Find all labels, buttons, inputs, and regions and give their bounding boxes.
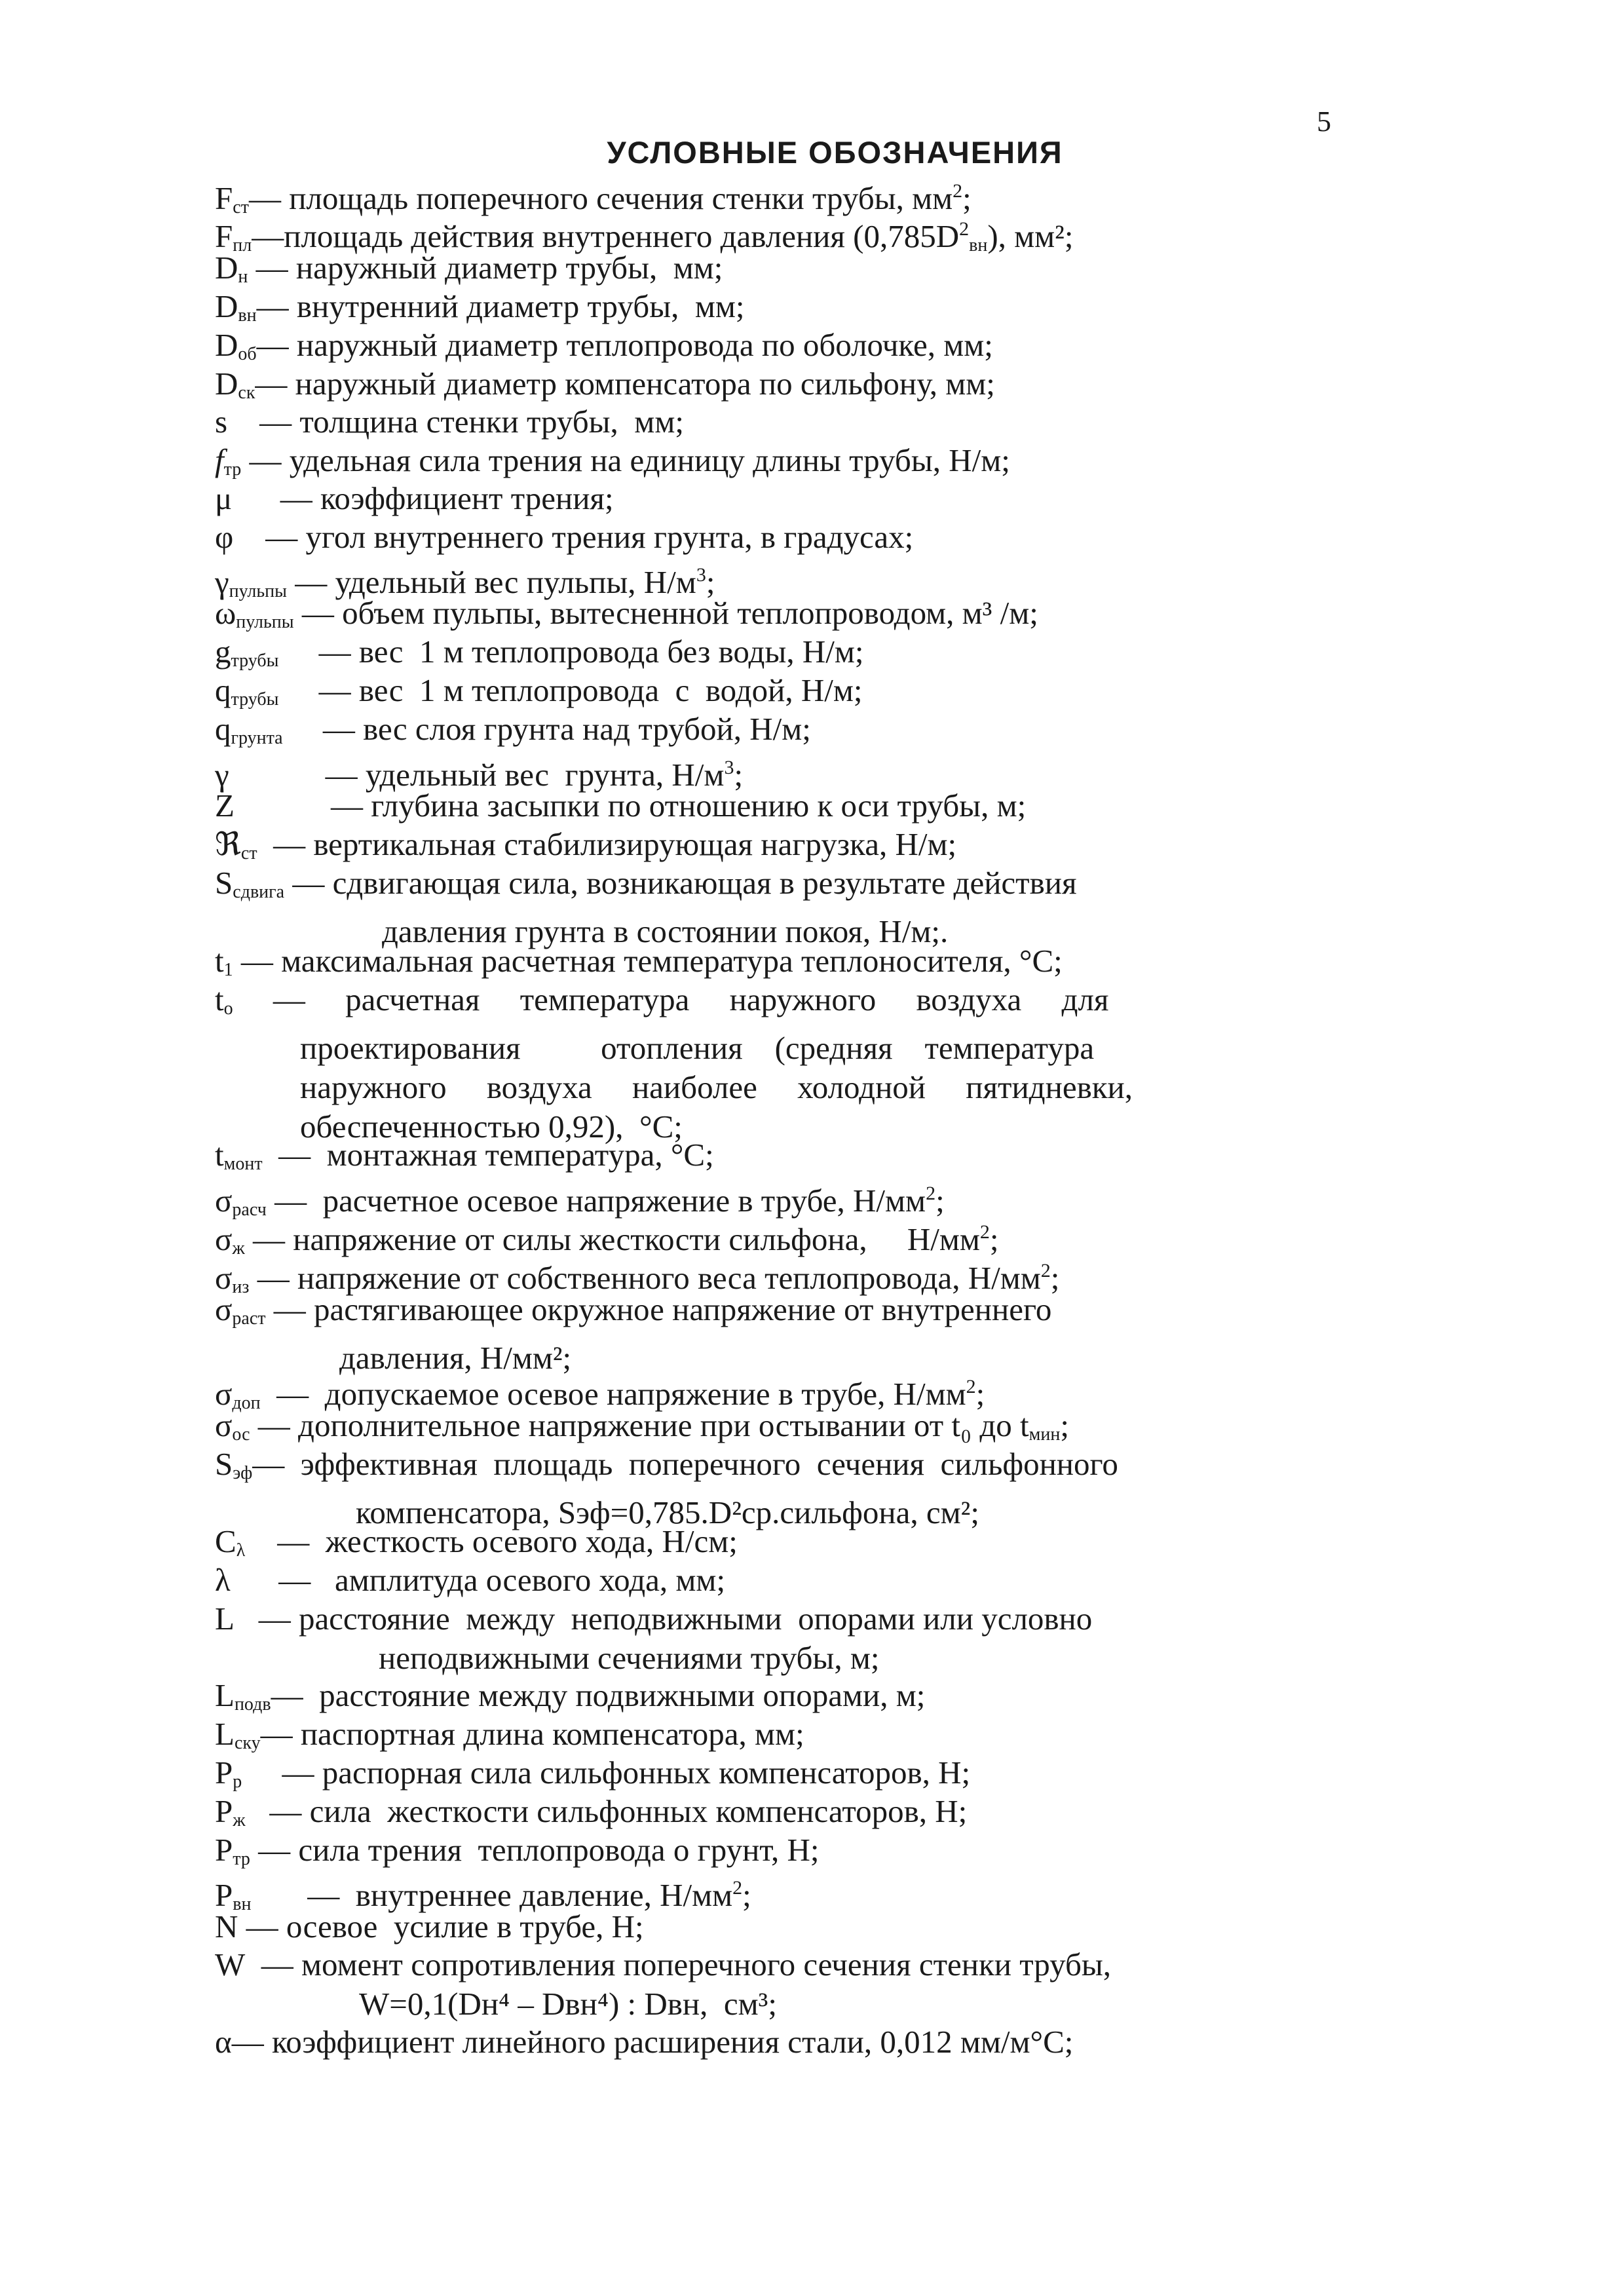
line-ending: ; — [989, 1221, 999, 1257]
line-ending: ; — [742, 1877, 751, 1913]
symbol-subscript: ст — [233, 197, 249, 218]
page-number: 5 — [1317, 105, 1331, 138]
symbol-description: сдвигающая сила, возникающая в результате действия — [332, 865, 1077, 901]
symbol: q — [215, 672, 231, 708]
symbol-description: площадь действия внутреннего давления (0,785D — [284, 218, 960, 254]
entry-continuation: неподвижными сечениями трубы, м; — [379, 1640, 880, 1676]
symbol-subscript: р — [233, 1772, 242, 1792]
line-ending: ; — [1060, 1407, 1069, 1443]
symbol: D — [215, 288, 238, 324]
symbol-subscript: н — [238, 267, 248, 287]
line-ending: ; — [962, 180, 972, 216]
dash-separator: — — [250, 1407, 299, 1443]
entry-line — [215, 1290, 1348, 1338]
dash-separator: — — [293, 595, 343, 631]
symbol: N — [215, 1908, 238, 1944]
entry-line — [215, 1445, 1348, 1493]
symbol-description: сила трения теплопровода о грунт, Н; — [298, 1832, 820, 1868]
symbol-subscript: вн — [238, 305, 257, 326]
symbol-entry — [215, 863, 1348, 951]
entry-continuation: давления грунта в состоянии покоя, Н/м;. — [382, 913, 949, 949]
symbol-description: глубина засыпки по отношению к оси трубы, м; — [371, 787, 1027, 824]
symbol: D — [215, 366, 238, 402]
superscript: 2 — [732, 1877, 743, 1899]
dash-separator: — — [233, 519, 306, 555]
subscript: мин — [1029, 1424, 1061, 1445]
symbol: γ — [215, 564, 229, 600]
symbol: W — [215, 1946, 246, 1982]
symbol-subscript: из — [232, 1277, 250, 1297]
symbol-description: удельная сила трения на единицу длины трубы, Н/м; — [289, 442, 1010, 478]
symbol-subscript: подв — [234, 1694, 271, 1715]
dash-separator: — — [278, 672, 359, 708]
symbol: L — [215, 1677, 235, 1713]
symbol: P — [215, 1754, 233, 1791]
dash-separator: — — [271, 1677, 320, 1713]
entry-line — [215, 786, 1348, 825]
entry-line — [215, 1945, 1348, 1984]
symbol-description: вертикальная стабилизирующая нагрузка, Н/м; — [313, 826, 957, 862]
entry-continuation: W=0,1(Dн⁴ – Dвн⁴) : Dвн, см³; — [359, 1986, 777, 2022]
superscript: 2 — [966, 1376, 976, 1397]
symbol-entry — [215, 479, 1348, 518]
symbol-subscript: об — [238, 344, 257, 364]
entry-line — [215, 518, 1348, 557]
dash-separator: — — [233, 943, 282, 979]
line-ending: ; — [1050, 1260, 1060, 1296]
entry-line — [215, 2022, 1348, 2062]
symbol: S — [215, 1446, 233, 1482]
line-ending: ; — [734, 757, 744, 793]
symbol-description: расстояние между подвижными опорами, м; — [319, 1677, 926, 1713]
symbol-description: наружный диаметр компенсатора по сильфону, мм; — [295, 366, 995, 402]
line-ending: ), мм²; — [987, 218, 1074, 254]
symbol-subscript: ж — [232, 1238, 245, 1259]
entry-line — [215, 980, 1348, 1029]
symbol-subscript: пл — [233, 235, 252, 256]
dash-separator: — — [260, 1716, 301, 1752]
superscript: 3 — [724, 757, 734, 778]
symbol-subscript: тр — [223, 459, 242, 480]
symbol-entry — [215, 2022, 1348, 2062]
symbol-description: амплитуда осевого хода, мм; — [335, 1562, 726, 1598]
symbol-entry — [215, 1599, 1348, 1678]
symbol: Z — [215, 787, 235, 824]
symbol-description: наружный диаметр теплопровода по оболочке, мм; — [296, 327, 993, 363]
symbol-subscript: 1 — [223, 960, 233, 980]
symbol-subscript: грунта — [231, 728, 283, 748]
superscript: 2 — [959, 218, 970, 240]
symbol-description: растягивающее окружное напряжение от внутреннего — [314, 1291, 1052, 1327]
entry-continuation: проектирования отопления (средняя температура — [300, 1030, 1095, 1066]
dash-separator: — — [244, 1221, 293, 1257]
entry-line — [215, 863, 1348, 912]
symbol-description: расчетная температура наружного воздуха для — [345, 981, 1109, 1017]
entry-line — [215, 1599, 1348, 1639]
symbol-entry — [215, 1945, 1348, 2024]
symbol-subscript: монт — [223, 1154, 263, 1174]
symbol-description: внутренний диаметр трубы, мм; — [296, 288, 745, 324]
symbol: q — [215, 711, 231, 747]
symbol-description: момент сопротивления поперечного сечения стенки трубы, — [301, 1946, 1112, 1982]
entry-continuation: давления, Н/мм²; — [339, 1340, 572, 1376]
symbol: σ — [215, 1291, 233, 1327]
symbol-description: монтажная температура, °С; — [326, 1137, 714, 1173]
symbol: S — [215, 865, 233, 901]
symbol-description: эффективная площадь поперечного сечения сильфонного — [300, 1446, 1118, 1482]
symbol: σ — [215, 1376, 233, 1412]
symbol-subscript: о — [223, 998, 233, 1019]
symbol-description: расчетное осевое напряжение в трубе, Н/мм — [322, 1183, 926, 1219]
symbol-description: осевое усилие в трубе, Н; — [286, 1908, 644, 1944]
entry-line — [215, 1561, 1348, 1600]
dash-separator: — — [256, 288, 297, 324]
symbol: t — [215, 981, 224, 1017]
symbol-description: удельный вес пульпы, Н/м — [335, 564, 696, 600]
symbol-subscript: ос — [232, 1424, 250, 1445]
symbol-subscript: эф — [233, 1463, 253, 1483]
symbol-entry — [215, 1445, 1348, 1532]
dash-separator: — — [284, 865, 333, 901]
line-ending: ; — [935, 1183, 945, 1219]
symbol-description: угол внутреннего трения грунта, в градусах; — [305, 519, 914, 555]
symbol-description: вес 1 м теплопровода с водой, Н/м; — [358, 672, 863, 708]
line-ending: ; — [706, 564, 715, 600]
dash-separator: — — [230, 1562, 335, 1598]
symbol-entry — [215, 1561, 1348, 1600]
symbol-entry — [215, 402, 1348, 442]
symbol-description: напряжение от силы жесткости сильфона, Н/мм — [293, 1221, 980, 1257]
symbol: C — [215, 1523, 236, 1559]
symbol-description: коэффициент линейного расширения стали, 0,012 мм/м°С; — [271, 2024, 1074, 2060]
symbol: P — [215, 1832, 233, 1868]
symbol-description: вес слоя грунта над трубой, Н/м; — [363, 711, 811, 747]
dash-separator: — — [245, 1946, 301, 1982]
superscript: 3 — [696, 564, 706, 586]
symbol-subscript: λ — [236, 1540, 246, 1561]
symbol: P — [215, 1793, 233, 1829]
dash-separator: — — [257, 826, 314, 862]
symbol-description: паспортная длина компенсатора, мм; — [300, 1716, 804, 1752]
dash-separator: — — [252, 1446, 301, 1482]
symbol-description: толщина стенки трубы, мм; — [299, 404, 684, 440]
entry-continuation: наружного воздуха наиболее холодной пятидневки, — [300, 1069, 1133, 1105]
symbol: ℜ — [215, 826, 241, 862]
symbol: F — [215, 218, 233, 254]
dash-separator: — — [251, 1877, 356, 1913]
symbol: μ — [215, 480, 233, 516]
entry-continuation: обеспеченностью 0,92), °С; — [300, 1109, 683, 1145]
symbol-subscript: сдвига — [233, 882, 285, 902]
symbol: L — [215, 1716, 235, 1752]
symbol-entry — [215, 1907, 1348, 1946]
symbol: α — [215, 2024, 232, 2060]
symbol: φ — [215, 519, 234, 555]
superscript: 2 — [979, 1221, 990, 1243]
symbol: D — [215, 250, 238, 286]
dash-separator: — — [286, 564, 335, 600]
symbol-subscript: ст — [240, 843, 257, 863]
dash-separator: — — [238, 1908, 286, 1944]
symbol: f — [215, 442, 224, 478]
dash-separator: — — [255, 366, 295, 402]
symbol-description: площадь поперечного сечения стенки трубы, мм — [289, 180, 953, 216]
dash-separator: — — [231, 2024, 272, 2060]
dash-separator: — — [245, 1523, 326, 1559]
dash-separator: — — [234, 787, 371, 824]
dash-separator: — — [265, 1291, 314, 1327]
symbol: s — [215, 404, 228, 440]
subscript: вн — [969, 235, 988, 256]
superscript: 2 — [953, 180, 963, 202]
symbol: ω — [215, 595, 236, 631]
dash-separator: — — [233, 981, 346, 1017]
symbol-description: вес 1 м теплопровода без воды, Н/м; — [358, 634, 864, 670]
dash-separator: — — [241, 442, 290, 478]
symbol-description: жесткость осевого хода, Н/см; — [325, 1523, 738, 1559]
dash-separator: — — [242, 1754, 322, 1791]
entry-line — [215, 402, 1348, 442]
symbol-entry — [215, 518, 1348, 557]
symbol-description: внутреннее давление, Н/мм — [355, 1877, 733, 1913]
page-title: УСЛОВНЫЕ ОБОЗНАЧЕНИЯ — [607, 135, 1063, 170]
dash-separator: — — [260, 1376, 325, 1412]
dash-separator: — — [262, 1137, 327, 1173]
dash-separator: — — [248, 180, 290, 216]
dash-separator: — — [282, 711, 364, 747]
symbol: t — [215, 943, 224, 979]
symbol-subscript: пульпы — [236, 612, 294, 632]
symbol-description: сила жесткости сильфонных компенсаторов, Н; — [309, 1793, 968, 1829]
superscript: 2 — [926, 1183, 936, 1204]
dash-separator: — — [245, 1793, 310, 1829]
dash-separator: — — [229, 757, 366, 793]
symbol: D — [215, 327, 238, 363]
symbol: σ — [215, 1260, 233, 1296]
symbol-description: максимальная расчетная температура теплоносителя, °С; — [281, 943, 1063, 979]
symbol: γ — [215, 757, 229, 793]
symbol-entry — [215, 1290, 1348, 1378]
symbol: σ — [215, 1183, 233, 1219]
symbol-subscript: ж — [233, 1810, 246, 1830]
symbol-description: дополнительное напряжение при остывании от t₀ до t — [298, 1407, 1029, 1443]
dash-separator: — — [249, 1260, 297, 1296]
symbol: σ — [215, 1221, 233, 1257]
symbol: g — [215, 634, 231, 670]
symbol-description: удельный вес грунта, Н/м — [365, 757, 725, 793]
symbol-description: коэффициент трения; — [320, 480, 614, 516]
symbol-subscript: ску — [234, 1733, 261, 1753]
symbol: λ — [215, 1562, 231, 1598]
symbol-subscript: тр — [233, 1849, 250, 1869]
dash-separator: — — [266, 1183, 323, 1219]
symbol-description: наружный диаметр трубы, мм; — [295, 250, 723, 286]
symbol-subscript: трубы — [231, 651, 279, 671]
symbol-subscript: ск — [238, 383, 255, 403]
entry-line — [215, 479, 1348, 518]
symbol-entry — [215, 980, 1348, 1147]
symbol: F — [215, 180, 233, 216]
dash-separator: — — [250, 1832, 299, 1868]
symbol-subscript: пульпы — [229, 581, 287, 601]
symbol: t — [215, 1137, 224, 1173]
dash-separator: — — [234, 1601, 299, 1637]
symbol-description: распорная сила сильфонных компенсаторов, Н; — [322, 1754, 971, 1791]
superscript: 2 — [1040, 1260, 1051, 1281]
dash-separator: — — [256, 327, 297, 363]
entry-line — [215, 1907, 1348, 1946]
symbol-subscript: расч — [232, 1200, 267, 1220]
dash-separator: — — [227, 404, 300, 440]
symbol-description: допускаемое осевое напряжение в трубе, Н/мм — [324, 1376, 966, 1412]
symbol-subscript: доп — [232, 1393, 261, 1413]
symbol: L — [215, 1601, 235, 1637]
symbol-description: расстояние между неподвижными опорами или условно — [298, 1601, 1093, 1637]
symbol-description: напряжение от собственного веса теплопровода, Н/мм — [297, 1260, 1041, 1296]
line-ending: ; — [975, 1376, 985, 1412]
dash-separator: — — [248, 250, 296, 286]
symbol: σ — [215, 1407, 233, 1443]
symbol-description: объем пульпы, вытесненной теплопроводом, м³ /м; — [342, 595, 1038, 631]
symbol-subscript: вн — [233, 1894, 252, 1914]
symbol: P — [215, 1877, 233, 1913]
dash-separator: — — [232, 480, 321, 516]
entry-continuation: компенсатора, Sэф=0,785.D²ср.сильфона, см²; — [356, 1494, 979, 1530]
dash-separator: — — [252, 218, 284, 254]
symbol-subscript: трубы — [231, 689, 279, 710]
symbol-entry — [215, 786, 1348, 825]
symbol-subscript: раст — [232, 1308, 266, 1329]
dash-separator: — — [278, 634, 359, 670]
